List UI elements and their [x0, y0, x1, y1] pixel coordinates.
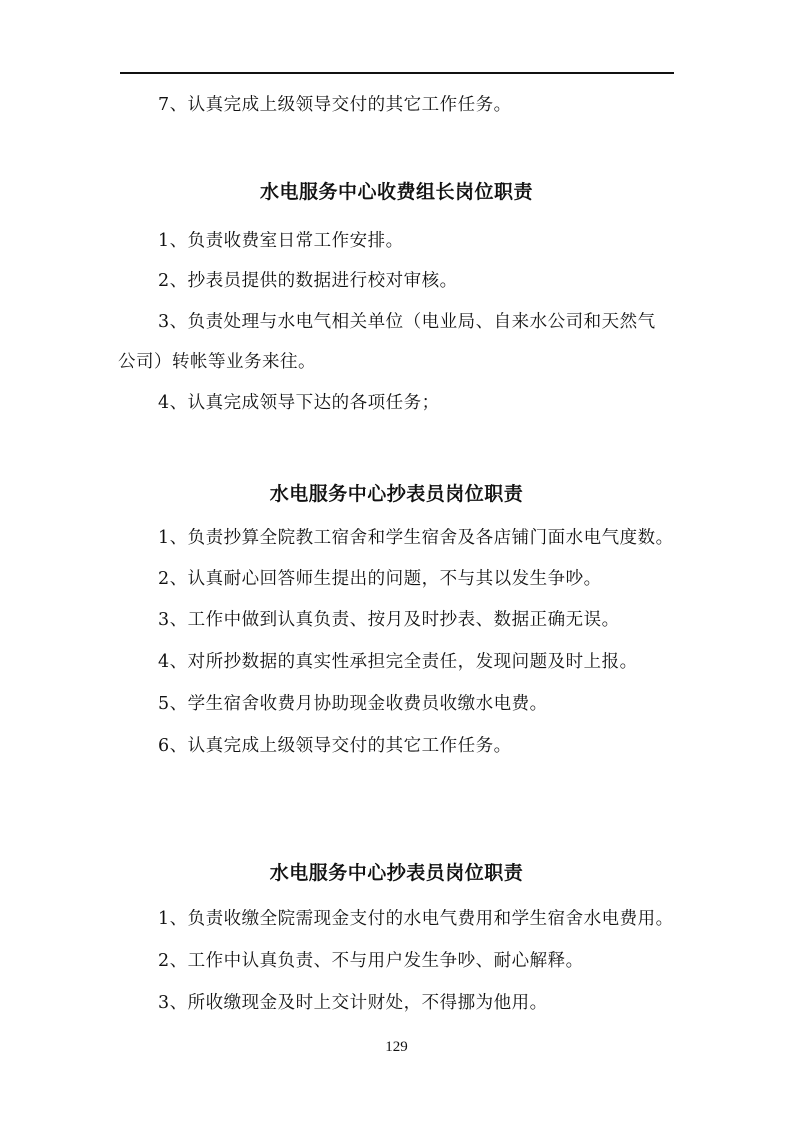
header-rule — [120, 72, 674, 74]
page-number: 129 — [385, 1039, 408, 1055]
intro-item-7: 7、认真完成上级领导交付的其它工作任务。 — [158, 95, 512, 115]
section-2-item-6: 6、认真完成上级领导交付的其它工作任务。 — [158, 736, 512, 756]
section-2-title: 水电服务中心抄表员岗位职责 — [269, 483, 524, 505]
section-2-item-5: 5、学生宿舍收费月协助现金收费员收缴水电费。 — [158, 694, 548, 714]
section-2-item-3: 3、工作中做到认真负责、按月及时抄表、数据正确无误。 — [158, 610, 620, 630]
section-3-item-1: 1、负责收缴全院需现金支付的水电气费用和学生宿舍水电费用。 — [158, 909, 674, 929]
section-1-item-1: 1、负责收费室日常工作安排。 — [158, 231, 404, 251]
section-1-item-3-continued: 公司）转帐等业务来往。 — [118, 352, 316, 372]
section-1-item-2: 2、抄表员提供的数据进行校对审核。 — [158, 271, 458, 291]
section-3-item-2: 2、工作中认真负责、不与用户发生争吵、耐心解释。 — [158, 951, 584, 971]
section-3-item-3: 3、所收缴现金及时上交计财处，不得挪为他用。 — [158, 993, 548, 1013]
section-3-title: 水电服务中心抄表员岗位职责 — [269, 862, 524, 884]
section-1-title: 水电服务中心收费组长岗位职责 — [259, 181, 533, 203]
section-2-item-4: 4、对所抄数据的真实性承担完全责任，发现问题及时上报。 — [158, 652, 638, 672]
section-2-item-1: 1、负责抄算全院教工宿舍和学生宿舍及各店铺门面水电气度数。 — [158, 528, 674, 548]
section-2-item-2: 2、认真耐心回答师生提出的问题，不与其以发生争吵。 — [158, 569, 602, 589]
section-1-item-3: 3、负责处理与水电气相关单位（电业局、自来水公司和天然气 — [158, 312, 656, 332]
section-1-item-4: 4、认真完成领导下达的各项任务； — [158, 393, 440, 413]
